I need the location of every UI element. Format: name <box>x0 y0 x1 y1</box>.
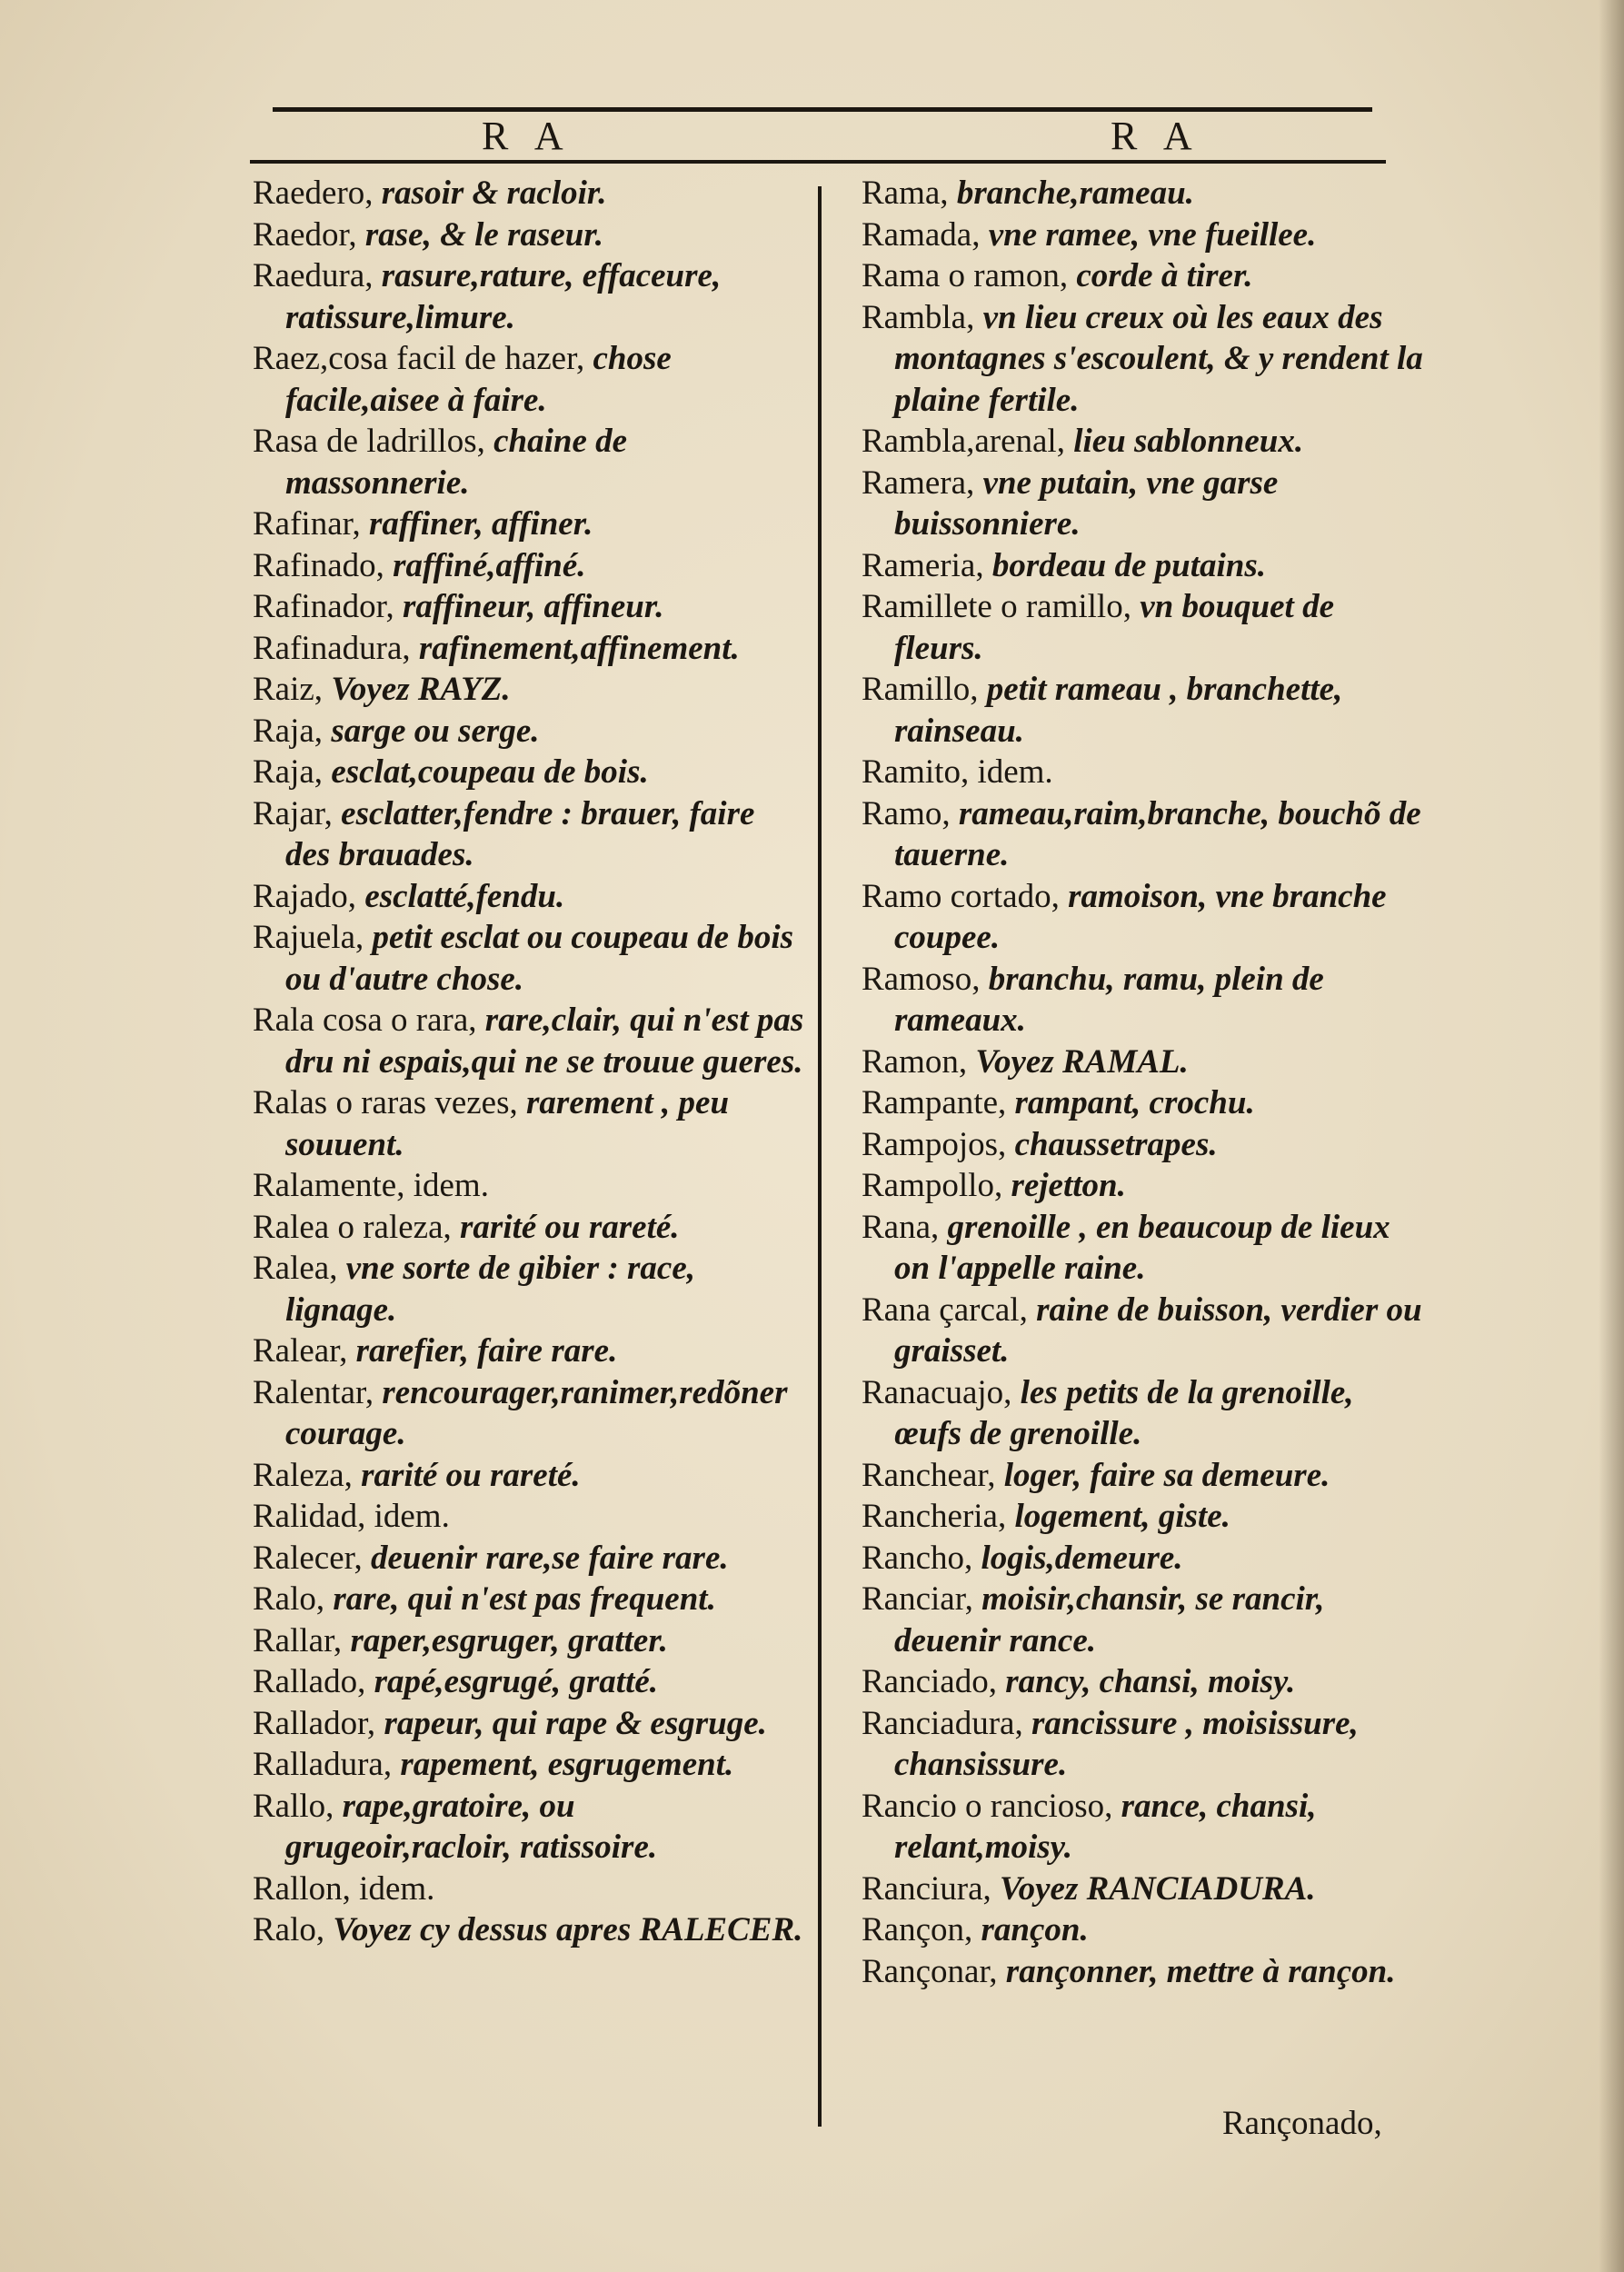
dictionary-entry <box>862 1455 1425 1497</box>
entry-headword: Rajuela, <box>253 919 364 956</box>
entry-headword: Raedor, <box>253 215 357 254</box>
entry-headword: Rampante, <box>862 1084 1007 1121</box>
dictionary-entry <box>253 917 807 1000</box>
entry-headword: Rampojos, <box>862 1125 1007 1163</box>
entry-headword: Ralo, <box>253 1580 325 1618</box>
entry-headword: Rambla, <box>862 298 975 336</box>
entry-definition: moisir,chansir, se rancir, deuenir rance. <box>894 1580 1325 1659</box>
entry-definition: rare,clair, qui n'est pas dru ni espais,qui ne se trouue gueres. <box>285 1001 804 1081</box>
entry-headword: Ramada, <box>862 215 981 254</box>
entry-definition: raffineur, affineur. <box>394 588 664 625</box>
dictionary-entry <box>253 214 807 256</box>
entry-headword: Ramillete o ramillo, <box>862 588 1131 625</box>
dictionary-entry <box>253 1786 807 1868</box>
dictionary-entry <box>253 1165 807 1207</box>
dictionary-entry <box>253 255 807 338</box>
left-column <box>253 173 807 1951</box>
entry-definition: raine de buisson, verdier ou graisset. <box>894 1290 1422 1370</box>
dictionary-entry <box>862 545 1425 587</box>
entry-definition: les petits de la grenoille, œufs de grenoille. <box>894 1373 1354 1452</box>
dictionary-entry <box>253 1496 807 1538</box>
dictionary-entry <box>862 669 1425 752</box>
entry-headword: Ranciado, <box>862 1663 997 1700</box>
entry-headword: Rallon, idem. <box>253 1869 435 1908</box>
entry-definition: rarité ou rareté. <box>352 1456 581 1494</box>
dictionary-entry <box>862 752 1425 793</box>
dictionary-entry <box>862 1082 1425 1124</box>
dictionary-entry <box>253 338 807 421</box>
entry-headword: Raja, <box>253 753 324 791</box>
dictionary-entry <box>253 1207 807 1249</box>
entry-definition: raffiner, affiner. <box>360 505 593 543</box>
entry-headword: Rallo, <box>253 1787 334 1825</box>
dictionary-entry <box>253 1000 807 1082</box>
dictionary-entry <box>253 1744 807 1786</box>
dictionary-entry <box>253 1538 807 1579</box>
entry-headword: Ramera, <box>862 463 975 502</box>
running-header-right: R A <box>1111 114 1201 158</box>
entry-headword: Ramo cortado, <box>862 877 1060 915</box>
entry-headword: Rafinado, <box>253 546 384 584</box>
entry-headword: Ramillo, <box>862 671 979 708</box>
column-divider <box>818 186 822 2127</box>
entry-headword: Raiz, <box>253 671 324 708</box>
entry-definition: sarge ou serge. <box>323 712 540 750</box>
dictionary-entry <box>253 669 807 711</box>
entry-headword: Rasa de ladrillos, <box>253 423 485 460</box>
entry-headword: Raedero, <box>253 174 374 212</box>
entry-definition: Voyez RAMAL. <box>967 1042 1189 1081</box>
entry-headword: Rallador, <box>253 1704 376 1742</box>
entry-headword: Rafinador, <box>253 588 394 625</box>
entry-headword: Rancho, <box>862 1539 973 1577</box>
entry-headword: Rampollo, <box>862 1167 1003 1204</box>
dictionary-entry <box>862 1207 1425 1290</box>
right-column <box>862 173 1425 1992</box>
entry-headword: Rambla,arenal, <box>862 423 1065 460</box>
catchword: Rançonado, <box>1222 2105 1382 2142</box>
entry-definition: loger, faire sa demeure. <box>995 1456 1330 1494</box>
entry-headword: Rancio o rancioso, <box>862 1787 1113 1825</box>
dictionary-entry <box>253 503 807 545</box>
entry-headword: Ralear, <box>253 1332 348 1370</box>
entry-definition: vne ramee, vne fueillee. <box>980 215 1317 254</box>
dictionary-entry <box>862 586 1425 669</box>
entry-definition: vne putain, vne garse buissonniere. <box>894 463 1279 543</box>
entry-headword: Raja, <box>253 712 324 750</box>
entry-headword: Ramo, <box>862 794 951 832</box>
dictionary-entry <box>253 1330 807 1372</box>
dictionary-entry <box>862 793 1425 876</box>
header-rule-top <box>273 107 1372 112</box>
entry-headword: Rallado, <box>253 1663 366 1700</box>
entry-definition: rançon. <box>972 1911 1089 1948</box>
entry-definition: vne sorte de gibier : race, lignage. <box>285 1250 696 1329</box>
entry-definition: rejetton. <box>1002 1167 1126 1204</box>
dictionary-entry <box>862 173 1425 214</box>
entry-headword: Ralladura, <box>253 1746 393 1783</box>
dictionary-entry <box>862 1372 1425 1455</box>
dictionary-entry <box>862 1538 1425 1579</box>
entry-definition: grenoille , en beaucoup de lieux on l'appelle raine. <box>894 1208 1390 1287</box>
dictionary-entry <box>862 421 1425 463</box>
entry-definition: rarité ou rareté. <box>451 1208 680 1246</box>
entry-definition: rance, chansi, relant,moisy. <box>894 1787 1317 1866</box>
entry-headword: Raez,cosa facil de hazer, <box>253 340 585 377</box>
dictionary-entry <box>862 297 1425 422</box>
dictionary-entry <box>253 793 807 876</box>
entry-definition: rase, & le raseur. <box>356 215 603 254</box>
dictionary-entry <box>862 1703 1425 1786</box>
dictionary-entry <box>253 421 807 503</box>
entry-definition: chose facile,aisee à faire. <box>285 340 672 419</box>
entry-definition: bordeau de putains. <box>983 546 1267 584</box>
entry-definition: esclatté,fendu. <box>356 877 565 915</box>
dictionary-entry <box>862 1951 1425 1993</box>
entry-definition: logement, giste. <box>1006 1498 1230 1535</box>
entry-headword: Ralidad, idem. <box>253 1498 450 1535</box>
dictionary-entry <box>862 1579 1425 1661</box>
entry-definition: rasoir & racloir. <box>373 174 607 212</box>
entry-headword: Rana çarcal, <box>862 1290 1028 1329</box>
entry-headword: Ramito, idem. <box>862 753 1053 791</box>
entry-headword: Rafinar, <box>253 505 361 543</box>
dictionary-entry <box>862 1041 1425 1083</box>
dictionary-entry <box>862 1496 1425 1538</box>
entry-definition: rare, qui n'est pas frequent. <box>324 1580 716 1618</box>
dictionary-entry <box>253 173 807 214</box>
entry-headword: Rameria, <box>862 546 984 584</box>
entry-headword: Rama o ramon, <box>862 257 1069 294</box>
dictionary-entry <box>253 1620 807 1662</box>
entry-definition: corde à tirer. <box>1068 257 1253 294</box>
entry-headword: Ramoso, <box>862 960 981 998</box>
dictionary-entry <box>862 1868 1425 1910</box>
entry-headword: Ranacuajo, <box>862 1373 1012 1411</box>
entry-definition: petit rameau , branchette, rainseau. <box>894 671 1343 750</box>
entry-definition: esclat,coupeau de bois. <box>323 753 649 791</box>
dictionary-entry <box>253 628 807 670</box>
entry-definition: Voyez RAYZ. <box>323 671 511 708</box>
dictionary-entry <box>253 876 807 918</box>
entry-definition: logis,demeure. <box>972 1539 1183 1577</box>
entry-headword: Ralamente, idem. <box>253 1167 489 1204</box>
entry-definition: rapeur, qui rape & esgruge. <box>375 1704 767 1742</box>
dictionary-entry <box>253 752 807 793</box>
dictionary-entry <box>862 1290 1425 1372</box>
entry-definition: rançonner, mettre à rançon. <box>997 1952 1396 1990</box>
entry-headword: Raedura, <box>253 257 374 294</box>
entry-headword: Rala cosa o rara, <box>253 1001 477 1039</box>
entry-definition: rapement, esgrugement. <box>392 1746 734 1783</box>
entry-headword: Raleza, <box>253 1456 353 1494</box>
dictionary-entry <box>253 1372 807 1455</box>
dictionary-entry <box>253 1909 807 1951</box>
entry-definition: Voyez RANCIADURA. <box>991 1869 1316 1908</box>
entry-definition: chaussetrapes. <box>1006 1125 1218 1163</box>
entry-headword: Ralecer, <box>253 1539 363 1577</box>
entry-definition: lieu sablonneux. <box>1064 423 1304 460</box>
entry-definition: vn lieu creux où les eaux des montagnes s'escoulent, & y rendent la plaine fertile. <box>894 298 1423 419</box>
entry-headword: Ranciar, <box>862 1580 973 1618</box>
dictionary-entry <box>862 255 1425 297</box>
entry-definition: branchu, ramu, plein de rameaux. <box>894 960 1324 1039</box>
entry-definition: petit esclat ou coupeau de bois ou d'autre chose. <box>285 919 794 998</box>
dictionary-entry <box>253 545 807 587</box>
entry-definition: rancy, chansi, moisy. <box>996 1663 1296 1700</box>
entry-headword: Ranciadura, <box>862 1704 1023 1742</box>
entry-definition: deuenir rare,se faire rare. <box>362 1539 729 1577</box>
entry-headword: Ranciura, <box>862 1869 991 1908</box>
dictionary-entry <box>862 1661 1425 1703</box>
entry-headword: Rama, <box>862 174 949 212</box>
dictionary-entry <box>253 1248 807 1330</box>
dictionary-entry <box>253 1868 807 1910</box>
entry-definition: branche,rameau. <box>948 174 1194 212</box>
entry-headword: Ralea, <box>253 1250 338 1287</box>
entry-definition: raffiné,affiné. <box>384 546 586 584</box>
header-rule-bottom <box>250 160 1386 164</box>
dictionary-entry <box>862 876 1425 959</box>
entry-definition: rasure,rature, effaceure, ratissure,limure. <box>285 257 722 336</box>
dictionary-entry <box>862 463 1425 545</box>
dictionary-entry <box>253 1455 807 1497</box>
entry-definition: raper,esgruger, gratter. <box>342 1621 668 1659</box>
entry-headword: Rançonar, <box>862 1952 998 1990</box>
entry-headword: Rajado, <box>253 877 357 915</box>
entry-definition: rape,gratoire, ou grugeoir,racloir, ratissoire. <box>285 1787 658 1866</box>
dictionary-entry <box>253 1579 807 1620</box>
entry-headword: Ralea o raleza, <box>253 1208 452 1246</box>
entry-headword: Rafinadura, <box>253 629 411 667</box>
entry-definition: Voyez cy dessus apres RALECER. <box>324 1911 803 1948</box>
entry-headword: Ralo, <box>253 1911 325 1948</box>
dictionary-entry <box>253 1703 807 1745</box>
entry-headword: Rana, <box>862 1208 940 1246</box>
entry-definition: rafinement,affinement. <box>410 629 740 667</box>
entry-definition: rarefier, faire rare. <box>347 1332 618 1370</box>
dictionary-entry <box>862 959 1425 1041</box>
dictionary-entry <box>253 586 807 628</box>
entry-definition: ramoison, vne branche coupee. <box>894 877 1387 956</box>
entry-definition: rampant, crochu. <box>1006 1084 1255 1121</box>
dictionary-entry <box>253 711 807 752</box>
dictionary-entry <box>253 1082 807 1165</box>
dictionary-entry <box>862 1909 1425 1951</box>
dictionary-entry <box>862 1165 1425 1207</box>
dictionary-entry <box>862 1786 1425 1868</box>
entry-definition: rameau,raim,branche, bouchõ de tauerne. <box>894 794 1421 873</box>
entry-headword: Ralas o raras vezes, <box>253 1084 518 1121</box>
entry-definition: chaine de massonnerie. <box>285 423 628 502</box>
entry-definition: esclatter,fendre : brauer, faire des brauades. <box>285 794 755 873</box>
entry-headword: Ranchear, <box>862 1456 996 1494</box>
running-header-left: R A <box>482 114 573 158</box>
page-edge-shadow <box>1599 0 1624 2272</box>
entry-headword: Rancheria, <box>862 1498 1007 1535</box>
dictionary-entry <box>862 1124 1425 1166</box>
entry-headword: Ralentar, <box>253 1373 374 1411</box>
entry-headword: Ramon, <box>862 1042 968 1081</box>
entry-definition: rapé,esgrugé, gratté. <box>365 1663 659 1700</box>
entry-headword: Rançon, <box>862 1911 973 1948</box>
entry-definition: rarement , peu souuent. <box>285 1084 730 1163</box>
entry-definition: vn bouquet de fleurs. <box>894 588 1334 667</box>
entry-headword: Rajar, <box>253 794 333 832</box>
entry-definition: rancissure , moisissure, chansissure. <box>894 1704 1359 1783</box>
dictionary-entry <box>862 214 1425 256</box>
dictionary-entry <box>253 1661 807 1703</box>
entry-definition: rencourager,ranimer,redõner courage. <box>285 1373 788 1452</box>
entry-headword: Rallar, <box>253 1621 343 1659</box>
